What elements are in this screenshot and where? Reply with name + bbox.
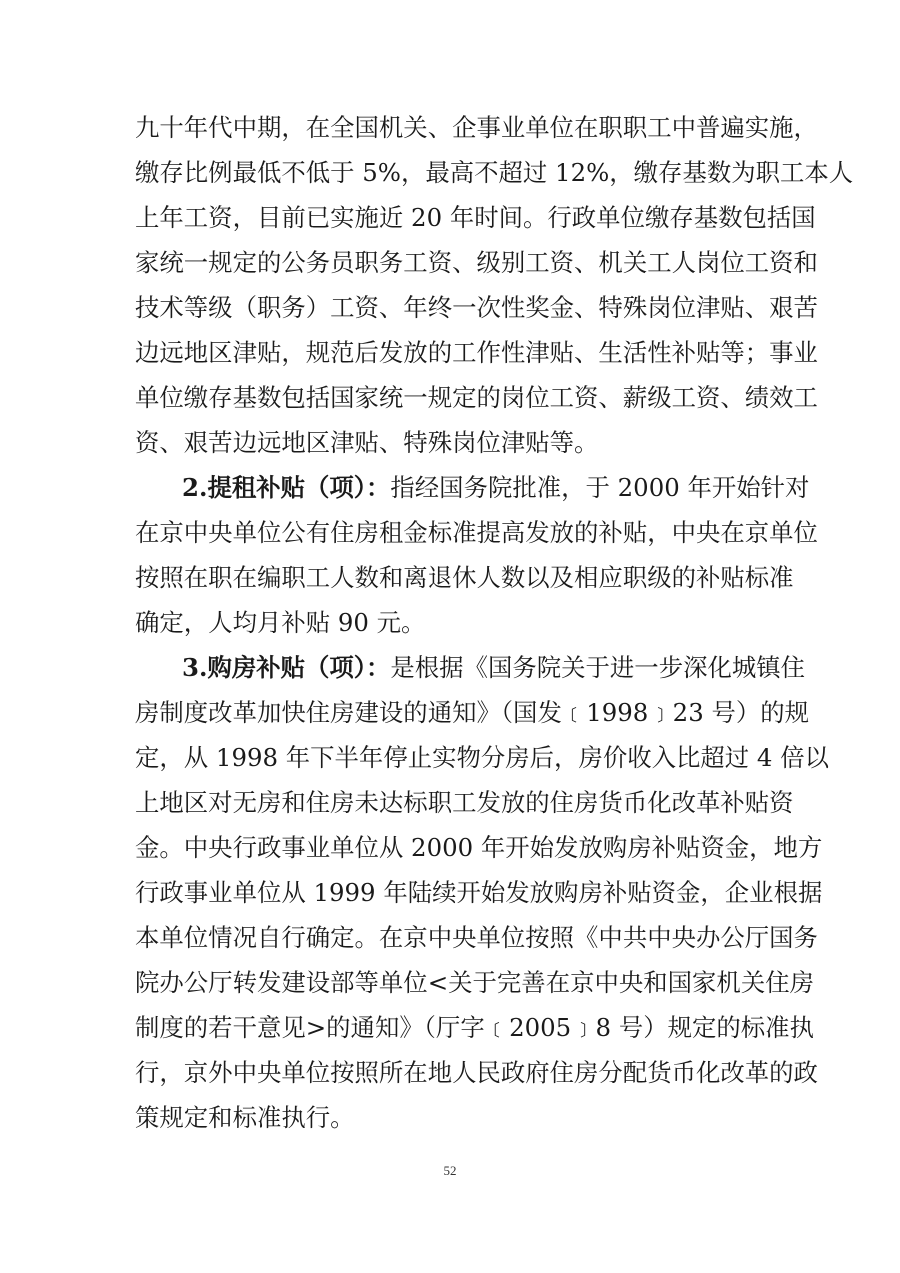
paragraph-line: 按照在职在编职工人数和离退休人数以及相应职级的补贴标准: [135, 563, 794, 592]
paragraph-line: 确定，人均月补贴 90 元。: [135, 608, 426, 637]
page-number: 52: [443, 1163, 457, 1178]
paragraph-line: 金。中央行政事业单位从 2000 年开始发放购房补贴资金，地方: [135, 833, 823, 862]
paragraph-line: 在京中央单位公有住房租金标准提高发放的补贴，中央在京单位: [135, 518, 818, 547]
paragraph-line: 技术等级（职务）工资、年终一次性奖金、特殊岗位津贴、艰苦: [135, 293, 818, 322]
paragraph-line: 行政事业单位从 1999 年陆续开始发放购房补贴资金，企业根据: [135, 878, 823, 907]
paragraph-line: 制度的若干意见>的通知》（厅字﹝2005﹞8 号）规定的标准执: [135, 1013, 814, 1042]
section-heading: 2.提租补贴（项）：: [182, 473, 391, 502]
paragraph-text: 是根据《国务院关于进一步深化城镇住: [390, 653, 806, 682]
paragraph-line: 院办公厅转发建设部等单位<关于完善在京中央和国家机关住房: [135, 968, 814, 997]
paragraph-line: 本单位情况自行确定。在京中央单位按照《中共中央办公厅国务: [135, 923, 818, 952]
paragraph-first-line: [182, 648, 806, 688]
paragraph-line: 房制度改革加快住房建设的通知》（国发﹝1998﹞23 号）的规: [135, 698, 810, 727]
paragraph-line: 上年工资，目前已实施近 20 年时间。行政单位缴存基数包括国: [135, 203, 816, 232]
paragraph-line: 行，京外中央单位按照所在地人民政府住房分配货币化改革的政: [135, 1058, 818, 1087]
paragraph-line: 缴存比例最低不低于 5%，最高不超过 12%，缴存基数为职工本人: [135, 158, 854, 187]
section-heading: 3.购房补贴（项）：: [182, 653, 391, 682]
paragraph-line: 边远地区津贴，规范后发放的工作性津贴、生活性补贴等；事业: [135, 338, 818, 367]
paragraph-line: 家统一规定的公务员职务工资、级别工资、机关工人岗位工资和: [135, 248, 818, 277]
paragraph-line: 上地区对无房和住房未达标职工发放的住房货币化改革补贴资: [135, 788, 794, 817]
paragraph-line: 定，从 1998 年下半年停止实物分房后，房价收入比超过 4 倍以: [135, 743, 829, 772]
paragraph-first-line: [182, 468, 810, 508]
paragraph-line: 资、艰苦边远地区津贴、特殊岗位津贴等。: [135, 428, 599, 457]
paragraph-line: 策规定和标准执行。: [135, 1103, 355, 1132]
paragraph-text: 指经国务院批准，于 2000 年开始针对: [390, 473, 810, 502]
paragraph-line: 九十年代中期，在全国机关、企事业单位在职职工中普遍实施，: [135, 113, 818, 142]
paragraph-line: 单位缴存基数包括国家统一规定的岗位工资、薪级工资、绩效工: [135, 383, 818, 412]
